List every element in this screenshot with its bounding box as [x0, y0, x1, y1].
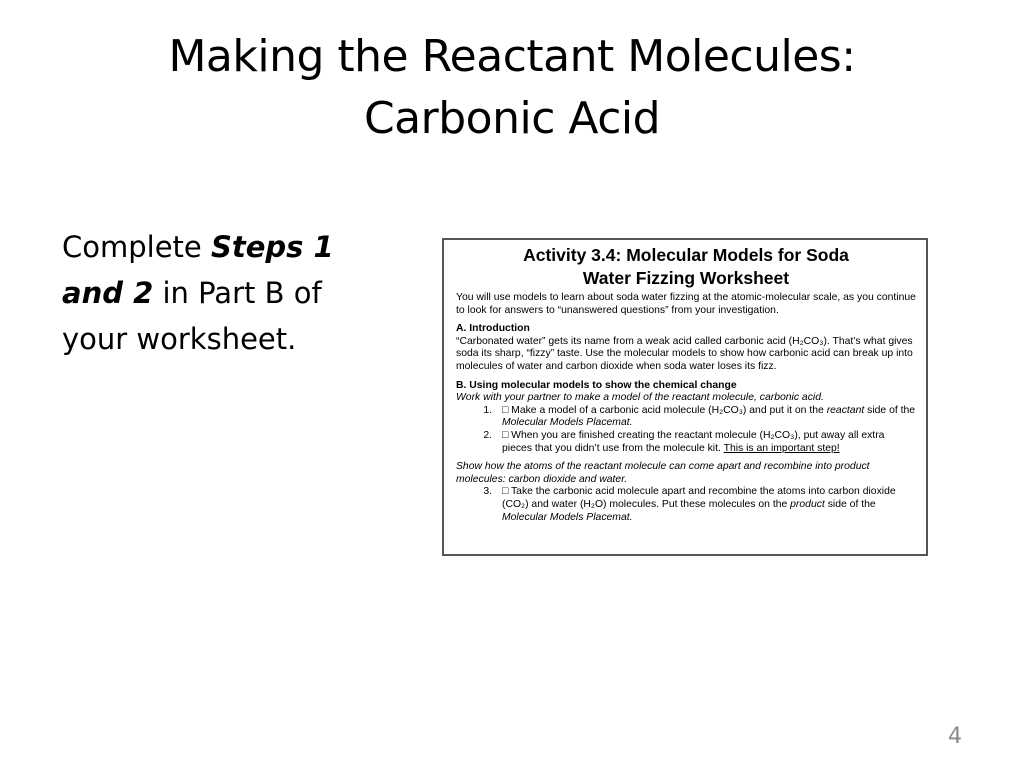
step-2-text-b: This is an important step! [723, 442, 840, 454]
step-1-text [502, 405, 916, 430]
section-a-heading: A. Introduction [456, 323, 530, 335]
step-2-text-a: □ When you are finished creating the reactant molecule (H₂CO₃), put away all extra pieces that you didn’t use from the molecule kit. [502, 429, 885, 454]
step-2-text [502, 430, 916, 455]
step-3-text-d: Molecular Models Placemat. [502, 511, 633, 523]
worksheet-title-line2: Water Fizzing Worksheet [582, 268, 790, 288]
slide-title-line1: Making the Reactant Molecules: [168, 31, 856, 82]
step-1-text-b: reactant [826, 404, 865, 416]
worksheet-section-c [456, 461, 916, 524]
worksheet-title [456, 244, 916, 290]
worksheet-title-line1: Activity 3.4: Molecular Models for Soda [523, 245, 849, 265]
step-1-text-c: side of the [864, 404, 916, 416]
worksheet-step-1 [456, 405, 916, 430]
instruction-prefix: Complete [62, 230, 211, 264]
slide-title-line2: Carbonic Acid [363, 93, 661, 144]
worksheet-intro: You will use models to learn about soda water fizzing at the atomic-molecular scale, as you continue to look for answers to “unanswered questions” from your investigation. [456, 292, 916, 316]
section-c-instruction: Show how the atoms of the reactant molecule can come apart and recombine into product molecules: carbon dioxide and water. [456, 461, 870, 485]
step-3-number: 3. [483, 486, 492, 498]
worksheet-step-2 [456, 430, 916, 455]
section-b-instruction: Work with your partner to make a model of the reactant molecule, carbonic acid. [456, 392, 824, 404]
step-3-text-a: □ Take the carbonic acid molecule apart and recombine the atoms into carbon dioxide (CO₂) and water (H₂O) molecules. Put these molecules on the [502, 486, 896, 510]
step-1-text-d: Molecular Models Placemat. [502, 417, 633, 429]
worksheet-section-a [456, 323, 916, 373]
step-1-number: 1. [483, 404, 492, 416]
step-3-text-c: side of the [824, 498, 876, 510]
worksheet-image [442, 238, 928, 556]
worksheet-step-3 [456, 486, 916, 524]
page-number: 4 [948, 724, 962, 749]
instruction-text [62, 224, 362, 362]
step-3-text-b: product [790, 498, 825, 510]
section-a-text: “Carbonated water” gets its name from a weak acid called carbonic acid (H₂CO₃). That’s what gives soda its sharp, “fizzy” taste. Use the molecular models to show how carbonic acid can break up into molecules of water and carbon dioxide when soda water loses its fizz. [456, 335, 913, 372]
step-3-text [502, 486, 916, 524]
step-2-number: 2. [483, 429, 492, 441]
instruction-emphasis: Steps 1 and 2 [62, 230, 334, 310]
step-1-text-a: □ Make a model of a carbonic acid molecule (H₂CO₃) and put it on the [502, 404, 827, 416]
worksheet-section-b [456, 380, 916, 456]
slide-title [60, 26, 964, 150]
instruction-suffix: in Part B of your worksheet. [62, 276, 322, 356]
section-b-heading: B. Using molecular models to show the chemical change [456, 379, 737, 391]
